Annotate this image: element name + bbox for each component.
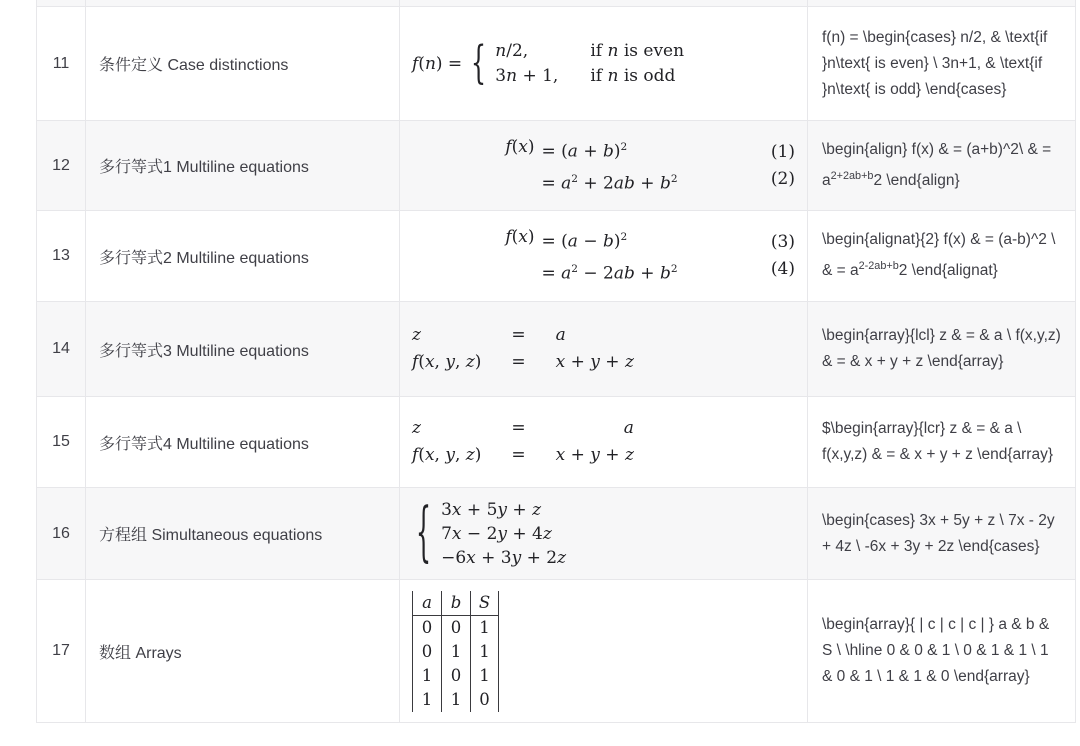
truth-table-cell: 0	[470, 688, 499, 712]
array-cell: =	[511, 352, 526, 372]
truth-table-cell: 1	[412, 664, 441, 688]
array-cell: =	[511, 418, 526, 438]
equation-number: (4)	[770, 259, 795, 279]
description-cell	[86, 0, 400, 6]
equation-rhs: = $a^2 - 2ab + b^2$	[541, 263, 678, 284]
math-expression: f(n) =	[412, 53, 463, 74]
row-number-cell	[36, 302, 86, 396]
math-preview-cell	[400, 121, 808, 210]
truth-table-cell: 1	[470, 616, 499, 640]
latex-source-cell	[808, 397, 1076, 487]
case-condition: if n is odd	[590, 65, 676, 86]
equation-number: (2)	[770, 168, 795, 189]
truth-table-cell: 1	[441, 688, 470, 712]
truth-table-cell: 1	[412, 688, 441, 712]
truth-table-cell: 0	[441, 616, 470, 640]
equation-lhs	[505, 256, 534, 288]
truth-table-cell: 0	[412, 616, 441, 640]
row-number: 17	[52, 642, 70, 659]
description: 条件定义 Case distinctions	[99, 57, 289, 74]
description: 多行等式2 Multiline equations	[99, 249, 309, 267]
truth-table-cell: 1	[470, 664, 499, 688]
array-environment	[412, 322, 634, 376]
truth-table-header-cell: b	[441, 591, 470, 616]
truth-table-header-cell: a	[412, 591, 441, 616]
row-number-cell	[36, 397, 86, 487]
partial-row	[36, 0, 1076, 7]
table-row-17	[36, 580, 1076, 723]
equation-line: 3x + 5y + z	[441, 499, 542, 520]
truth-table-cell: 1	[470, 640, 499, 664]
array-cell: a	[555, 325, 566, 345]
equation-number: (1)	[770, 141, 795, 162]
equation-line: 7x − 2y + 4z	[441, 523, 552, 544]
row-number: 12	[52, 156, 70, 174]
array-cell: z	[412, 418, 421, 438]
math-preview-cell	[400, 580, 808, 722]
case-expression: 3n + 1,	[495, 65, 559, 86]
math-preview-cell	[400, 397, 808, 487]
table-row-14	[36, 302, 1076, 397]
row-number-cell	[36, 7, 86, 120]
cases-brace: {	[471, 36, 487, 89]
array-cell: x + y + z	[555, 445, 634, 465]
description-cell	[86, 397, 400, 487]
row-number: 14	[52, 340, 70, 357]
equation-rhs: = $(a + b)^2$	[541, 140, 628, 162]
table-row-13	[36, 211, 1076, 302]
math-preview-cell	[400, 0, 808, 6]
truth-table-cell: 0	[412, 640, 441, 664]
array-cell: =	[511, 325, 526, 345]
cases-brace: {	[415, 494, 432, 571]
description-cell	[86, 121, 400, 210]
equation-lhs: f(x)	[505, 136, 535, 157]
array-cell: f(x, y, z)	[412, 445, 482, 465]
array-cell: f(x, y, z)	[412, 352, 482, 372]
latex-source-cell	[808, 7, 1076, 120]
array-cell: =	[511, 445, 526, 465]
latex-source: \begin{alignat}{2} f(x) & = (a-b)^2 \ & = $a^{2-2ab+b}2$ \end{alignat}	[822, 231, 1056, 280]
equation-rhs: = $(a - b)^2$	[541, 231, 628, 252]
latex-source-cell	[808, 121, 1076, 210]
description-cell	[86, 580, 400, 722]
latex-source: \begin{array}{ | c | c | c | } a & b & S \ \hline 0 & 0 & 1 \ 0 & 1 & 1 \ 1 & 0 & 1 \ 1 & 1 & 0 \end{array}	[822, 616, 1050, 685]
description: 多行等式4 Multiline equations	[99, 435, 309, 453]
description: 数组 Arrays	[99, 644, 182, 662]
row-number: 15	[52, 433, 70, 450]
latex-source-cell	[808, 580, 1076, 722]
description: 方程组 Simultaneous equations	[99, 527, 323, 544]
description: 多行等式1 Multiline equations	[99, 159, 309, 176]
row-number-cell	[36, 488, 86, 579]
latex-source: \begin{array}{lcl} z & = & a \ f(x,y,z) & = & x + y + z \end{array}	[822, 327, 1061, 370]
description-cell	[86, 211, 400, 301]
latex-source-cell	[808, 302, 1076, 396]
align-environment	[412, 134, 795, 197]
latex-examples-table	[36, 0, 1076, 723]
description-cell	[86, 7, 400, 120]
latex-source-cell	[808, 211, 1076, 301]
description: 多行等式3 Multiline equations	[99, 342, 309, 360]
array-cell: x + y + z	[555, 352, 634, 372]
equation-lhs: f(x)	[505, 227, 535, 248]
truth-table-header-cell: S	[470, 591, 499, 616]
latex-source: \begin{align} f(x) & = (a+b)^2\ & = $a^{2+2ab+b}2$ \end{align}	[822, 140, 1052, 190]
latex-source: $\begin{array}{lcr} z & = & a \ f(x,y,z) & = & x + y + z \end{array}	[822, 420, 1054, 463]
cases-body	[495, 39, 684, 89]
row-number-cell	[36, 0, 86, 6]
latex-source: \begin{cases} 3x + 5y + z \ 7x - 2y + 4z \ -6x + 3y + 2z \end{cases}	[822, 511, 1055, 555]
math-preview-cell	[400, 302, 808, 396]
equation-lhs	[505, 166, 534, 198]
equation-rhs: = $a^2 + 2ab + b^2$	[541, 172, 678, 194]
row-number: 11	[52, 54, 70, 72]
equation-number: (3)	[770, 232, 795, 252]
latex-source-cell	[808, 488, 1076, 579]
latex-source: f(n) = \begin{cases} n/2, & \text{if }n\text{ is even} \ 3n+1, & \text{if }n\text{ is odd} \end{cases}	[822, 28, 1048, 98]
array-cell: a	[623, 418, 634, 438]
truth-table-cell: 0	[441, 664, 470, 688]
array-environment	[412, 415, 634, 469]
description-cell	[86, 302, 400, 396]
math-preview-cell	[400, 211, 808, 301]
case-expression: n/2,	[495, 40, 529, 61]
description-cell	[86, 488, 400, 579]
table-row-12	[36, 121, 1076, 211]
row-number-cell	[36, 580, 86, 722]
row-number: 13	[52, 247, 70, 264]
row-number: 16	[52, 524, 70, 542]
row-number-cell	[36, 121, 86, 210]
equation-line: −6x + 3y + 2z	[441, 547, 567, 568]
table-row-15	[36, 397, 1076, 488]
math-preview-cell	[400, 488, 808, 579]
align-environment	[412, 224, 795, 287]
truth-table-cell: 1	[441, 640, 470, 664]
array-cell: z	[412, 325, 421, 345]
case-condition: if n is even	[590, 40, 685, 61]
truth-table	[412, 591, 499, 712]
table-row-16	[36, 488, 1076, 580]
row-number-cell	[36, 211, 86, 301]
table-row-11	[36, 7, 1076, 121]
math-preview-cell	[400, 7, 808, 120]
cases-environment	[412, 494, 567, 571]
